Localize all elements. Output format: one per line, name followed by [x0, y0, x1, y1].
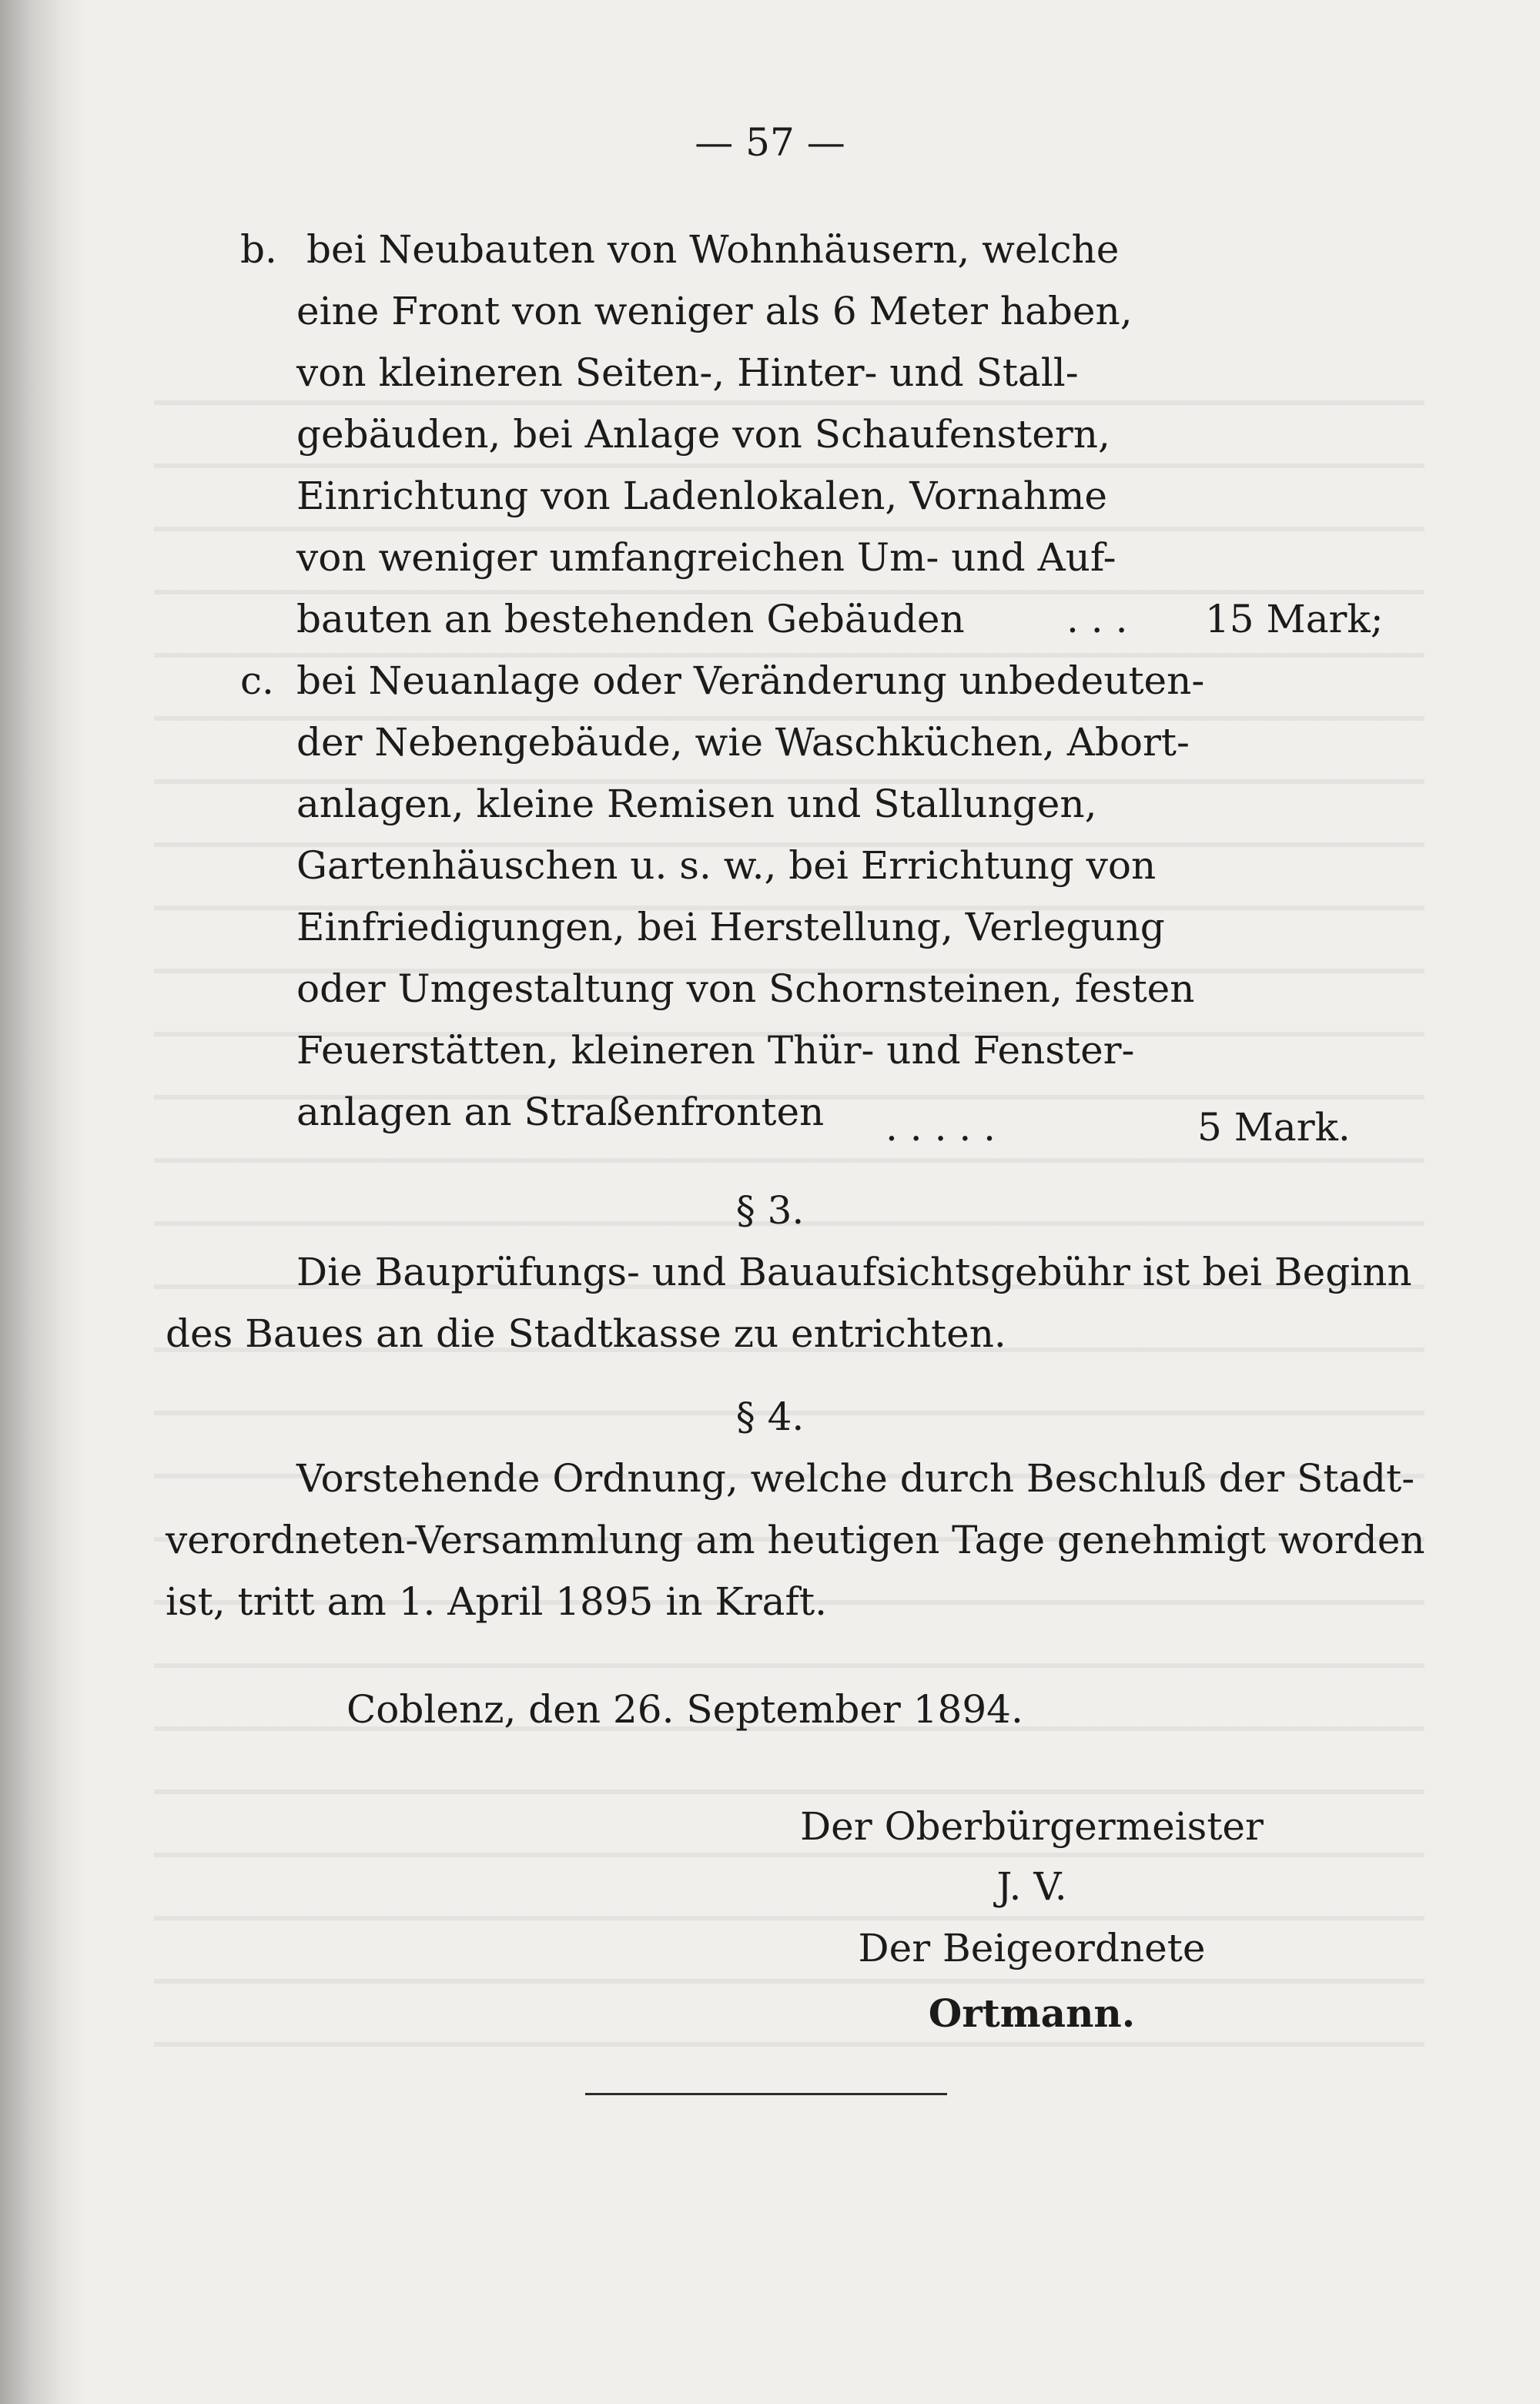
item-c-line: der Nebengebäude, wie Waschküchen, Abort-: [296, 720, 1190, 765]
item-c-line: bei Neuanlage oder Veränderung unbedeuten-: [296, 658, 1205, 703]
signature-name: Ortmann.: [928, 1990, 1136, 2036]
item-b-line: eine Front von weniger als 6 Meter haben,: [296, 289, 1133, 333]
item-c-line: oder Umgestaltung von Schornsteinen, festen: [296, 966, 1195, 1011]
place-and-date: Coblenz, den 26. September 1894.: [346, 1687, 1023, 1732]
item-c-line: anlagen, kleine Remisen und Stallungen,: [296, 782, 1097, 826]
item-c-line: Einfriedigungen, bei Herstellung, Verlegung: [296, 905, 1165, 949]
item-b-line: Einrichtung von Ladenlokalen, Vornahme: [296, 474, 1107, 518]
closing-rule: [585, 2093, 947, 2095]
item-b-line: gebäuden, bei Anlage von Schaufenstern,: [296, 412, 1110, 457]
section-3-line: des Baues an die Stadtkasse zu entrichten.: [166, 1311, 1006, 1356]
item-c-fee: 5 Mark.: [1197, 1105, 1351, 1150]
item-b-line: bauten an bestehenden Gebäuden: [296, 597, 965, 641]
item-b-leader-dots: . . .: [1066, 597, 1128, 641]
item-c-line: Gartenhäuschen u. s. w., bei Errichtung von: [296, 843, 1157, 888]
section-4-line: Vorstehende Ordnung, welche durch Beschluß der Stadt-: [296, 1456, 1415, 1501]
item-c-line: anlagen an Straßenfronten: [296, 1090, 825, 1134]
signature-title: Der Oberbürgermeister: [800, 1804, 1264, 1849]
page-number: — 57 —: [695, 120, 845, 165]
item-b-line: von weniger umfangreichen Um- und Auf-: [296, 535, 1116, 580]
item-c-line: Feuerstätten, kleineren Thür- und Fenster-: [296, 1028, 1135, 1073]
signature-proxy: J. V.: [996, 1864, 1067, 1909]
section-3-line: Die Bauprüfungs- und Bauaufsichtsgebühr ist bei Beginn: [296, 1250, 1412, 1294]
section-4-line: ist, tritt am 1. April 1895 in Kraft.: [166, 1579, 827, 1624]
item-b-fee: 15 Mark;: [1205, 597, 1384, 641]
section-4-line: verordneten-Versammlung am heutigen Tage genehmigt worden: [166, 1518, 1425, 1562]
item-c-marker: c.: [240, 658, 274, 703]
section-4-heading: § 4.: [735, 1395, 805, 1439]
item-c-leader-dots: . . . . .: [886, 1105, 996, 1150]
section-3-heading: § 3.: [735, 1188, 805, 1233]
signature-role: Der Beigeordnete: [858, 1926, 1206, 1970]
item-b-line: bei Neubauten von Wohnhäusern, welche: [306, 227, 1120, 272]
item-b-marker: b.: [240, 227, 277, 272]
item-b-line: von kleineren Seiten-, Hinter- und Stall-: [296, 350, 1079, 395]
